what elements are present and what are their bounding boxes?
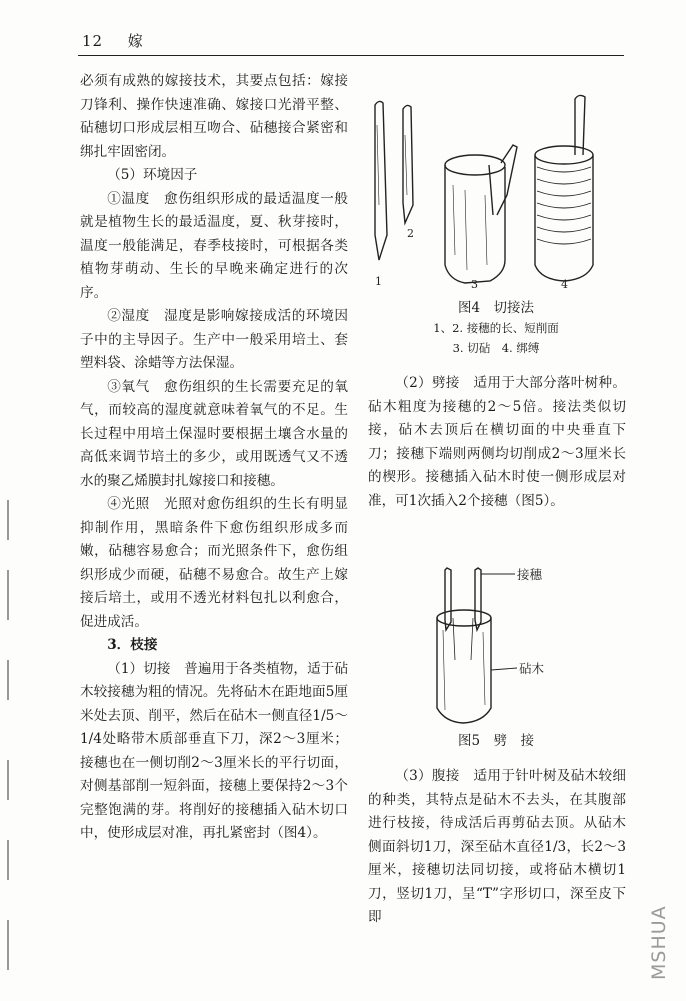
paragraph: ④光照 光照对愈伤组织的生长有明显抑制作用，黑暗条件下愈伤组织形成多而嫩，砧穗容易愈合；而光照条件下，愈伤组织形成少而硬，砧穗不易愈合。故生产上嫁接后培土，或用不透光材料包扎以利愈合，促进成活。 (80, 496, 348, 630)
paragraph: ③氧气 愈伤组织的生长需要充足的氧气，而较高的湿度就意味着氧气的不足。生长过程中用培土保湿时要根据土壤含水量的高低来调节培土的多少，或用既透气又不透水的聚乙烯膜封扎嫁接口和接穗。 (80, 378, 348, 489)
figure-label-2: 2 (407, 227, 414, 240)
left-column (80, 70, 348, 846)
figure-4-caption (368, 298, 624, 358)
figure-5-caption (368, 731, 624, 751)
binding-edge-marks (6, 500, 10, 980)
watermark (642, 880, 682, 980)
figure-4-cleft-grafting-illustration (365, 85, 630, 290)
figure-label-3: 3 (471, 278, 478, 290)
scion-short-cut (403, 105, 413, 223)
header-rule (78, 55, 624, 56)
figure-label-1: 1 (375, 275, 382, 288)
bound-graft (535, 155, 593, 281)
caption-title: 图4 切接法 (457, 300, 535, 316)
right-column-upper (368, 372, 626, 513)
figure-5-split-grafting-illustration (425, 560, 580, 725)
paragraph: （1）切接 普遍用于各类植物，适于砧木较接穗为粗的情况。先将砧木在距地面5厘米处去顶、削平，然后在砧木一侧直径1/5～1/4处略带木质部垂直下刀，深2～3厘米；接穗也在一侧切削2～3厘米长的平行切面，对侧基部削一短斜面，接穗上要保持2～3个完整饱满的芽。将削好的接穗插入砧木切口中，使形成层对准，再扎紧密封（图4）。 (80, 660, 348, 841)
caption-title: 图5 劈 接 (457, 733, 535, 749)
watermark-text: MSHUA (648, 905, 670, 980)
page-number: 12 (82, 32, 104, 50)
paragraph: ②湿度 湿度是影响嫁接成活的环境因子中的主导因子。生产中一般采用培土、套塑料袋、涂蜡等方法保湿。 (80, 308, 348, 371)
paragraph: （3）腹接 适用于针叶树及砧木较细的种类，其特点是砧木不去头，在其腹部进行枝接，待成活后再剪砧去顶。从砧木侧面斜切1刀，深至砧木直径1/3，长2～3厘米，接穗切法同切接，或将砧木横切1刀，竖切1刀，呈“T”字形切口，深至皮下即 (368, 768, 626, 925)
running-title: 嫁 (127, 32, 144, 50)
caption-line: 3. 切砧 4. 绑缚 (452, 341, 540, 355)
paragraph: 必须有成熟的嫁接技术，其要点包括：嫁接刀锋利、操作快速准确、嫁接口光滑平整、砧穗切口形成层相互吻合、砧穗接合紧密和绑扎牢固密闭。 (80, 73, 348, 160)
section-heading: （5）环境因子 (107, 167, 198, 183)
label-stock: 砧木 (519, 661, 545, 676)
running-head (82, 30, 622, 51)
paragraph: （2）劈接 适用于大部分落叶树种。砧木粗度为接穗的2～5倍。接法类似切接，砧木去顶后在横切面的中央垂直下刀；接穗下端则两侧均切削成2～3厘米长的楔形。接穗插入砧木时使一侧形成层对准，可1次插入2个接穗（图5）。 (368, 375, 626, 509)
figure-label-4: 4 (561, 278, 568, 290)
right-column-lower (368, 765, 626, 930)
paragraph: ①温度 愈伤组织形成的最适温度一般就是植物生长的最适温度，夏、秋芽接时，温度一般能满足，春季枝接时，可根据各类植物芽萌动、生长的早晚来确定进行的次序。 (80, 190, 348, 301)
caption-line: 1、2. 接穗的长、短削面 (433, 321, 559, 335)
scion-left (445, 568, 451, 630)
section-heading: 3．枝接 (107, 637, 158, 653)
scion-right (475, 568, 481, 630)
label-scion: 接穗 (517, 567, 543, 582)
